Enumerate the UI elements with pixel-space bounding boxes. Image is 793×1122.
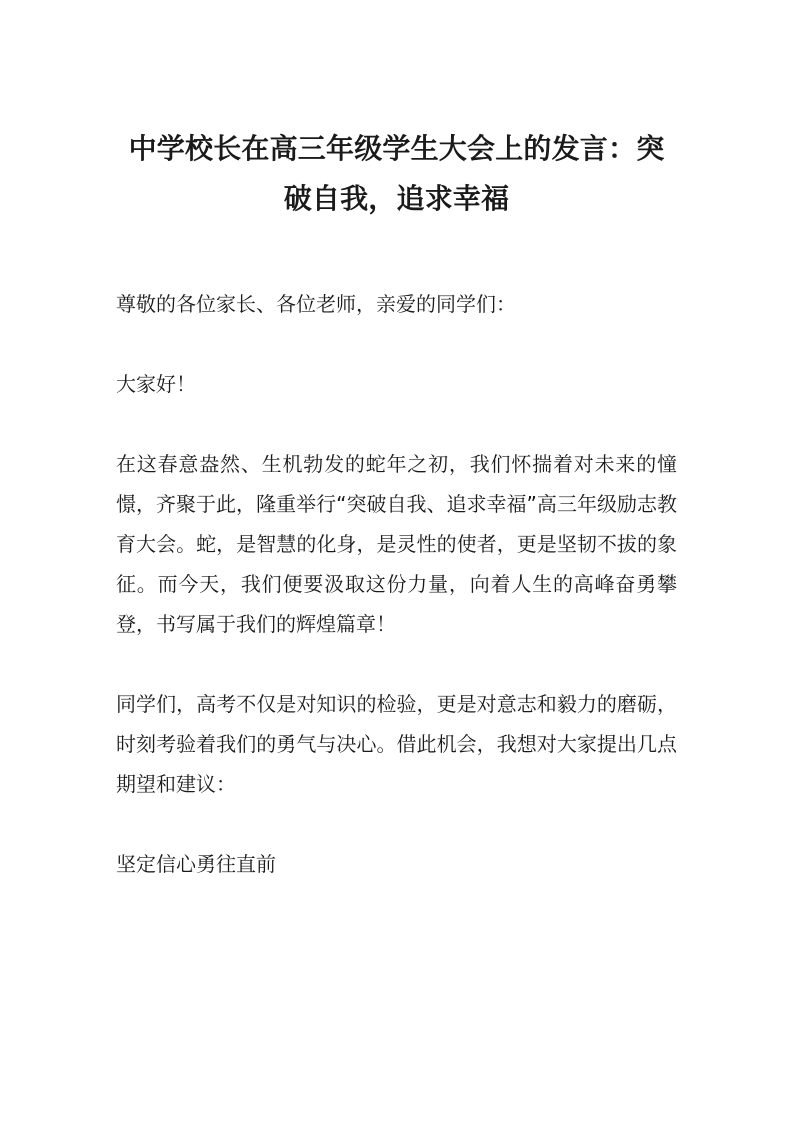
paragraph-opening: 在这春意盎然、生机勃发的蛇年之初，我们怀揣着对未来的憧憬，齐聚于此，隆重举行“突破自我、追求幸福”高三年级励志教育大会。蛇，是智慧的化身，是灵性的使者，更是坚韧不拔的象征。而今天，我们便要汲取这份力量，向着人生的高峰奋勇攀登，书写属于我们的辉煌篇章！ — [116, 452, 677, 636]
paragraph-greeting: 大家好！ — [116, 372, 196, 396]
paragraph-section-heading-1: 坚定信心勇往直前 — [116, 852, 276, 876]
document-content-column — [116, 0, 677, 884]
document-body — [116, 224, 677, 884]
document-title: 中学校长在高三年级学生大会上的发言：突破自我，追求幸福 — [128, 132, 665, 215]
paragraph-transition: 同学们，高考不仅是对知识的检验，更是对意志和毅力的磨砺，时刻考验着我们的勇气与决心。借此机会，我想对大家提出几点期望和建议： — [116, 692, 677, 796]
paragraph-salutation: 尊敬的各位家长、各位老师，亲爱的同学们： — [116, 292, 516, 316]
